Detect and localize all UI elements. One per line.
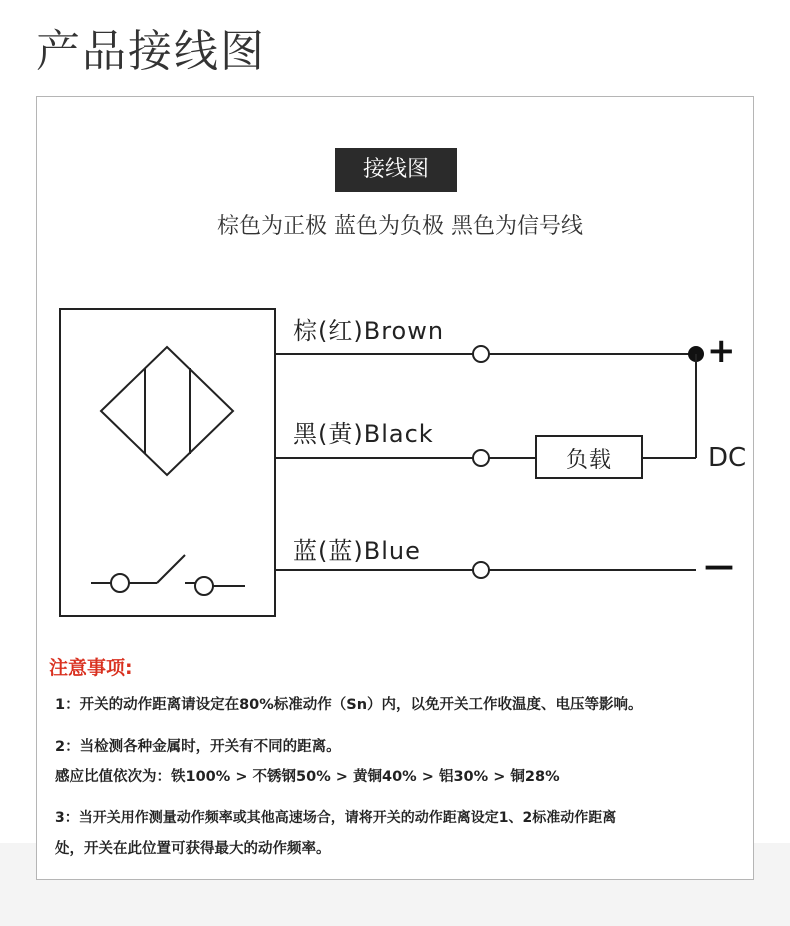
blue-wire-label: 蓝(蓝)Blue xyxy=(293,537,421,565)
negative-sign: — xyxy=(704,549,734,584)
dc-label: DC xyxy=(708,443,747,473)
coil-symbol xyxy=(101,347,233,475)
note-3: 3：当开关用作测量动作频率或其他高速场合，请将开关的动作距离设定1、2标准动作距离 xyxy=(55,810,617,826)
notes-heading: 注意事项: xyxy=(49,657,133,679)
note-2: 2：当检测各种金属时，开关有不同的距离。 xyxy=(55,739,341,755)
load-label: 负载 xyxy=(565,448,612,473)
switch-blade xyxy=(157,555,185,583)
wiring-diagram xyxy=(37,97,755,657)
switch-contact-right xyxy=(195,577,213,595)
note-1: 1：开关的动作距离请设定在80%标准动作（Sn）内，以免开关工作收温度、电压等影响。 xyxy=(55,697,643,713)
black-terminal xyxy=(473,450,489,466)
blue-terminal xyxy=(473,562,489,578)
note-3-continued: 处，开关在此位置可获得最大的动作频率。 xyxy=(55,841,331,857)
wire-color-legend: 棕色为正极 蓝色为负极 黑色为信号线 xyxy=(217,214,583,239)
page-title: 产品接线图 xyxy=(36,26,266,77)
black-wire-label: 黑(黄)Black xyxy=(293,420,434,448)
positive-sign: + xyxy=(707,331,736,371)
wiring-panel xyxy=(36,96,754,880)
diagram-badge: 接线图 xyxy=(335,148,457,192)
switch-contact-left xyxy=(111,574,129,592)
sensor-body xyxy=(60,309,275,616)
brown-wire-label: 棕(红)Brown xyxy=(293,317,445,345)
note-ratio: 感应比值依次为：铁100% > 不锈钢50% > 黄铜40% > 铝30% > 铜28% xyxy=(55,769,560,785)
brown-terminal xyxy=(473,346,489,362)
